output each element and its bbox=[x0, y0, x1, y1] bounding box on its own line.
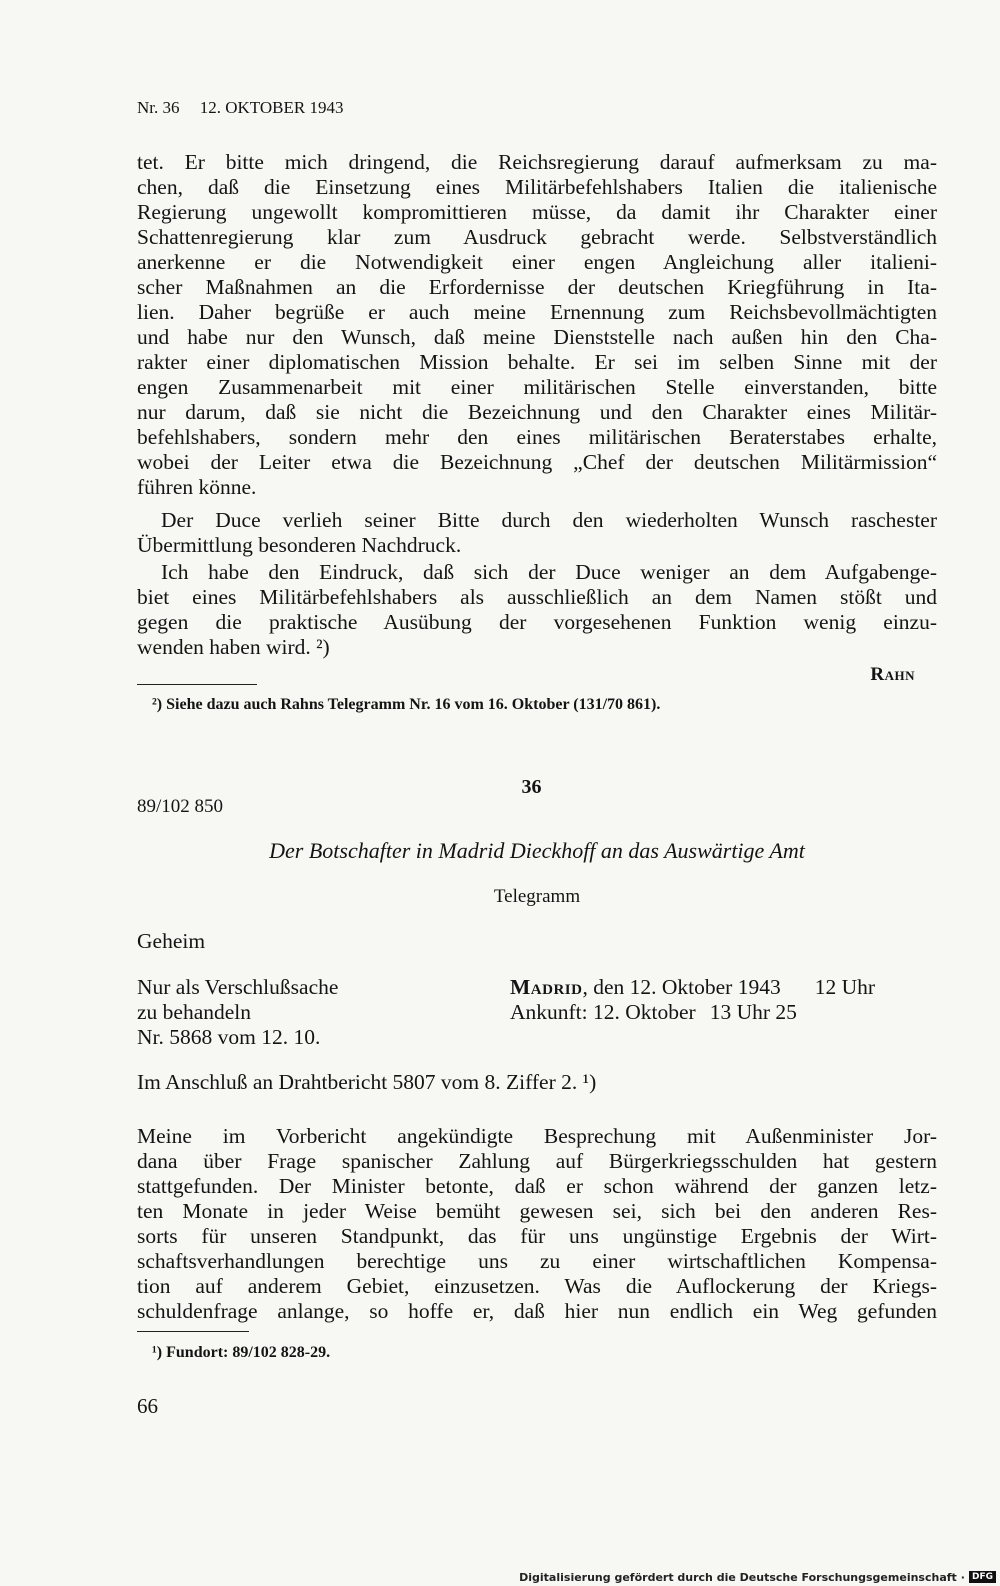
text-line: und habe nur den Wunsch, daß meine Dienststelle nach außen hin den Cha- bbox=[137, 325, 937, 349]
reference-line: Im Anschluß an Drahtbericht 5807 vom 8. Ziffer 2. ¹) bbox=[137, 1070, 597, 1094]
classification-label: Geheim bbox=[137, 929, 206, 953]
footnote-divider bbox=[137, 684, 257, 685]
arrival-line bbox=[510, 1000, 875, 1025]
sent-line bbox=[510, 975, 875, 1000]
text-line: führen könne. bbox=[137, 475, 257, 499]
text-line: befehlshabers, sondern mehr den eines militärischen Beraterstabes erhalte, bbox=[137, 425, 937, 449]
paragraph-1 bbox=[137, 150, 937, 500]
footnote: ²) Siehe dazu auch Rahns Telegramm Nr. 16 vom 16. Oktober (131/70 861). bbox=[152, 696, 661, 713]
handling-line: Nr. 5868 vom 12. 10. bbox=[137, 1025, 321, 1049]
arrival-date: Ankunft: 12. Oktober bbox=[510, 1000, 696, 1024]
text-line: Schattenregierung klar zum Ausdruck gebracht werde. Selbstverständlich bbox=[137, 225, 937, 249]
text-line: chen, daß die Einsetzung eines Militärbefehlshabers Italien die italienische bbox=[137, 175, 937, 199]
document-type: Telegramm bbox=[493, 886, 581, 907]
paragraph-4 bbox=[137, 1124, 937, 1324]
text-line: tet. Er bitte mich dringend, die Reichsregierung darauf aufmerksam zu ma- bbox=[137, 150, 937, 174]
archive-reference: 89/102 850 bbox=[137, 796, 224, 817]
text-line: Meine im Vorbericht angekündigte Besprechung mit Außenminister Jor- bbox=[137, 1124, 937, 1148]
text-line: biet eines Militärbefehlshabers als ausschließlich an dem Namen stößt und bbox=[137, 585, 937, 609]
handling-line: zu behandeln bbox=[137, 1000, 252, 1024]
text-line: sorts für unseren Standpunkt, das für uns ungünstige Ergebnis der Wirt- bbox=[137, 1224, 937, 1248]
paragraph-3 bbox=[137, 560, 937, 660]
dispatch-city: Madrid bbox=[510, 975, 583, 999]
text-line: anerkenne er die Notwendigkeit einer engen Angleichung aller italieni- bbox=[137, 250, 937, 274]
footnote-divider bbox=[137, 1331, 249, 1332]
arrival-time: 13 Uhr 25 bbox=[709, 1000, 797, 1024]
running-header bbox=[137, 98, 343, 118]
sent-time: 12 Uhr bbox=[814, 975, 876, 999]
footnote: ¹) Fundort: 89/102 828-29. bbox=[152, 1344, 331, 1361]
page-number: 66 bbox=[137, 1394, 158, 1418]
text-line: schuldenfrage anlange, so hoffe er, daß hier nun endlich ein Weg gefunden bbox=[137, 1299, 937, 1323]
text-line: Übermittlung besonderen Nachdruck. bbox=[137, 533, 462, 557]
text-line: schaftsverhandlungen berechtige uns zu einer wirtschaftlichen Kompensa- bbox=[137, 1249, 937, 1273]
credit-text: Digitalisierung gefördert durch die Deutsche Forschungsgemeinschaft bbox=[519, 1570, 957, 1584]
document-title: Der Botschafter in Madrid Dieckhoff an das Auswärtige Amt bbox=[269, 838, 805, 863]
text-line: engen Zusammenarbeit mit einer militärischen Stelle einverstanden, bitte bbox=[137, 375, 937, 399]
text-line: stattgefunden. Der Minister betonte, daß er schon während der ganzen letz- bbox=[137, 1174, 937, 1198]
paragraph-2 bbox=[137, 508, 937, 558]
text-line: dana über Frage spanischer Zahlung auf Bürgerkriegsschulden hat gestern bbox=[137, 1149, 937, 1173]
handling-line: Nur als Verschlußsache bbox=[137, 975, 339, 999]
text-line: scher Maßnahmen an die Erfordernisse der deutschen Kriegführung in Ita- bbox=[137, 275, 937, 299]
text-line: lien. Daher begrüße er auch meine Ernennung zum Reichsbevollmächtigten bbox=[137, 300, 937, 324]
sent-date: , den 12. Oktober 1943 bbox=[582, 975, 781, 999]
text-line: Regierung ungewollt kompromittieren müsse, da damit ihr Charakter einer bbox=[137, 200, 937, 224]
signature-name: Rahn bbox=[870, 664, 915, 685]
text-line: tion auf anderem Gebiet, einzusetzen. Was die Auflockerung der Kriegs- bbox=[137, 1274, 937, 1298]
text-line: nur darum, daß sie nicht die Bezeichnung und den Charakter eines Militär- bbox=[137, 400, 937, 424]
text-line: wobei der Leiter etwa die Bezeichnung „Chef der deutschen Militärmission“ bbox=[137, 450, 937, 474]
text-line: ten Monate in jeder Weise bemüht gewesen sei, sich bei den anderen Res- bbox=[137, 1199, 937, 1223]
header-date: 12. OKTOBER 1943 bbox=[199, 98, 344, 117]
header-document-number: Nr. 36 bbox=[137, 98, 180, 117]
document-number: 36 bbox=[521, 776, 542, 798]
text-line: wenden haben wird. ²) bbox=[137, 635, 330, 659]
text-line: Der Duce verlieh seiner Bitte durch den wiederholten Wunsch raschester bbox=[161, 508, 937, 532]
dfg-logo: DFG bbox=[969, 1571, 996, 1583]
digitization-credit: Digitalisierung gefördert durch die Deutsche Forschungsgemeinschaft · DFG bbox=[519, 1568, 1000, 1586]
text-line: rakter einer diplomatischen Mission behalte. Er sei im selben Sinne mit der bbox=[137, 350, 937, 374]
dispatch-info bbox=[510, 975, 875, 1025]
handling-instructions bbox=[137, 975, 338, 1050]
text-line: gegen die praktische Ausübung der vorgesehenen Funktion wenig einzu- bbox=[137, 610, 937, 634]
text-line: Ich habe den Eindruck, daß sich der Duce weniger an dem Aufgabenge- bbox=[161, 560, 937, 584]
